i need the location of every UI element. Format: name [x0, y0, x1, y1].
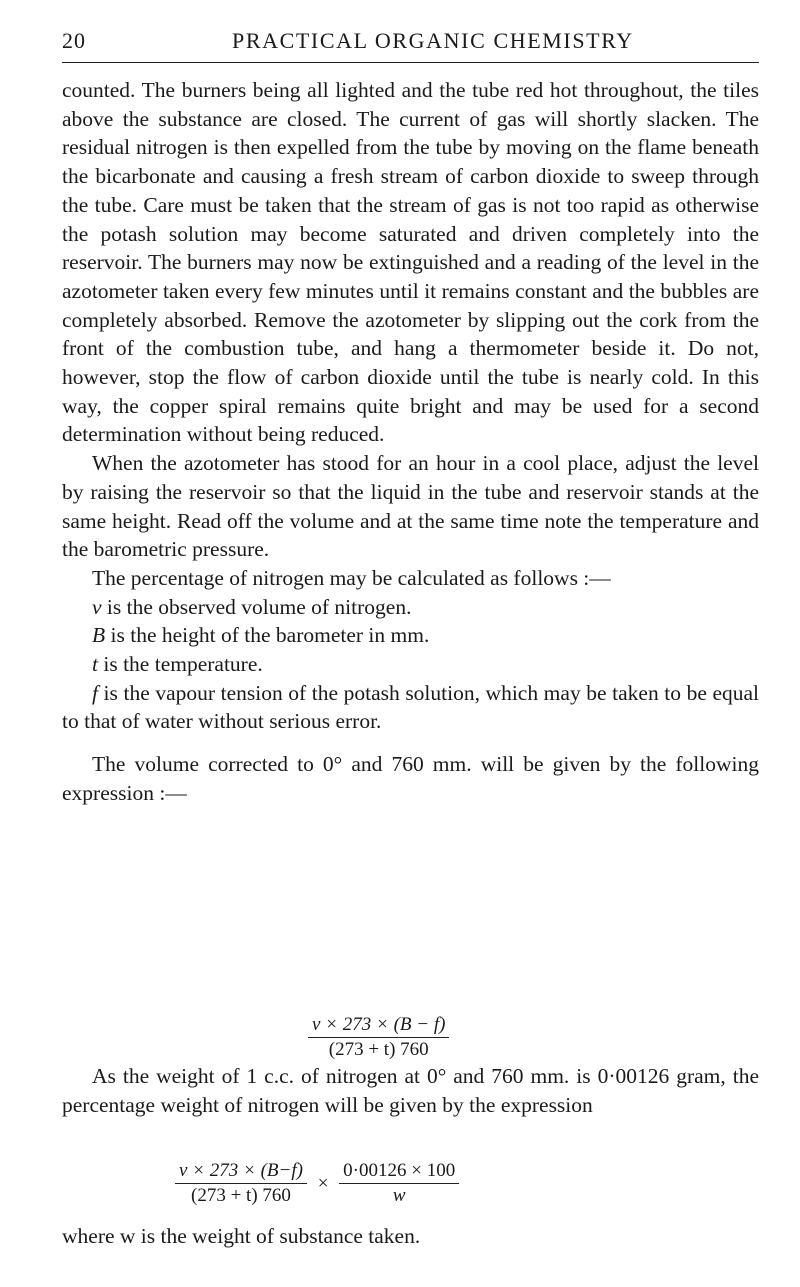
running-title: PRACTICAL ORGANIC CHEMISTRY — [232, 28, 634, 53]
paragraph-1: counted. The burners being all lighted and the tube red hot throughout, the tiles above the substance are closed. The current of gas will shortly slacken. The residual nitrogen is then expelled from the tube by moving on the flame beneath the bicarbonate and causing a fresh stream of carbon dioxide to sweep through the tube. Care must be taken that the stream of gas is not too rapid as otherwise the potash solution may become saturated and driven completely into the reservoir. The burners may now be extinguished and a reading of the level in the azotometer taken every few minutes until it remains constant and the bubbles are completely absorbed. Remove the azotometer by slipping out the cork from the front of the combustion tube, and hang a thermometer beside it. Do not, however, stop the flow of carbon dioxide until the tube is nearly cold. In this way, the copper spiral remains quite bright and may be used for a second determination without being reduced. — [62, 78, 759, 447]
definition-f: f is the vapour tension of the potash solution, which may be taken to be equal to that of water without serious error. — [62, 680, 759, 734]
page-number: 20 — [62, 28, 86, 53]
definition-t: t is the temperature. — [92, 652, 263, 677]
formula-corrected-volume — [308, 1014, 449, 1061]
times-sign: × — [317, 1172, 329, 1194]
fraction — [308, 1014, 449, 1061]
denominator-b: w — [392, 1185, 406, 1206]
page-header — [62, 14, 759, 54]
definition-v: v is the observed volume of nitrogen. — [92, 594, 412, 619]
body-text — [62, 76, 759, 808]
definition-b: B is the height of the barometer in mm. — [92, 623, 430, 648]
paragraph-4: The volume corrected to 0° and 760 mm. will be given by the following expression :— — [62, 752, 759, 805]
denominator: (273 + t) 760 — [328, 1039, 429, 1060]
fraction-b — [339, 1160, 459, 1207]
numerator-b: 0·00126 × 100 — [339, 1160, 459, 1184]
symbol-b: B — [92, 623, 106, 648]
numerator-a: v × 273 × (B−f) — [175, 1160, 307, 1184]
fraction-a — [175, 1160, 307, 1207]
symbol-f: f — [92, 680, 98, 705]
header-rule — [62, 62, 759, 63]
paragraph-3: The percentage of nitrogen may be calculated as follows :— — [92, 565, 611, 590]
formula-percentage — [175, 1160, 459, 1207]
symbol-t: t — [92, 652, 98, 677]
paragraph-6: where w is the weight of substance taken. — [62, 1224, 421, 1248]
symbol-v: v — [92, 594, 102, 619]
numerator: v × 273 × (B − f) — [308, 1014, 449, 1038]
denominator-a: (273 + t) 760 — [191, 1185, 291, 1206]
paragraph-5: As the weight of 1 c.c. of nitrogen at 0° and 760 mm. is 0·00126 gram, the percentage weight of nitrogen will be given by the expression — [62, 1064, 759, 1117]
paragraph-2: When the azotometer has stood for an hour in a cool place, adjust the level by raising the reservoir so that the liquid in the tube and reservoir stands at the same height. Read off the volume and at the same time note the temperature and the barometric pressure. — [62, 451, 759, 562]
